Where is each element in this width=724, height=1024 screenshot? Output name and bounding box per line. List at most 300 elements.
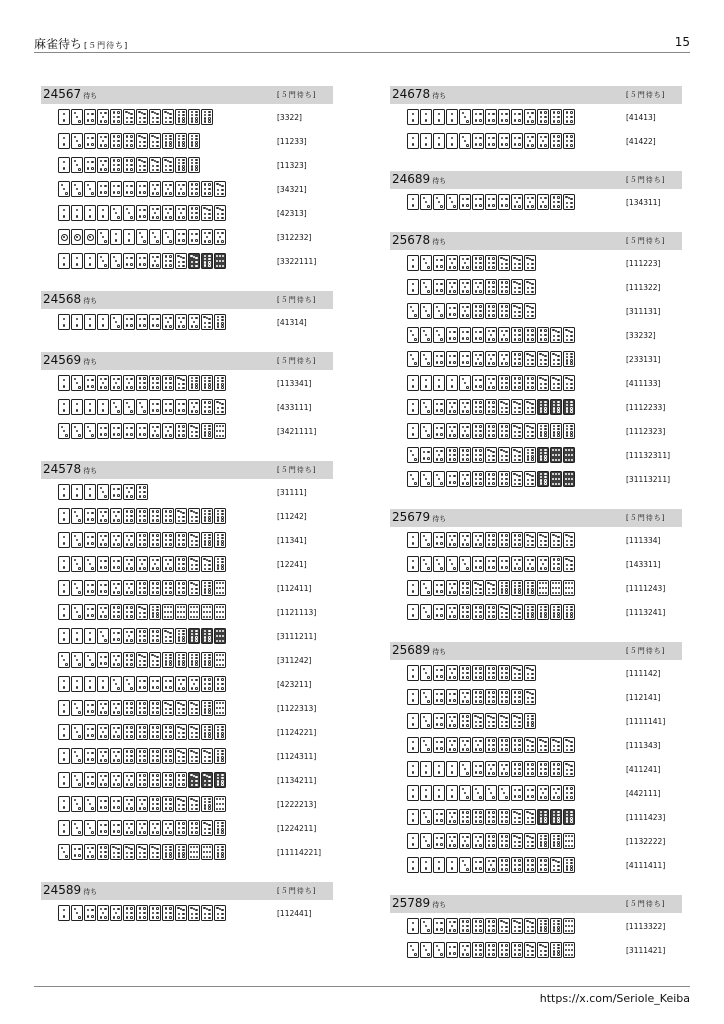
pin-tile-2-icon <box>58 532 70 548</box>
pin-tile-7-icon <box>511 471 523 487</box>
pin-tile-3-icon <box>420 303 432 319</box>
hand-code: [4111411] <box>626 861 666 870</box>
pin-tile-4-icon <box>433 580 445 596</box>
section-tag: [５門待ち] <box>626 647 666 655</box>
pin-tile-7-icon <box>524 532 536 548</box>
pin-tile-2-icon <box>58 484 70 500</box>
pin-tile-5-icon <box>201 229 213 245</box>
pin-tile-7-icon <box>149 652 161 668</box>
pin-tile-4-icon <box>162 399 174 415</box>
wait-label: 待ち <box>83 297 98 305</box>
pin-tile-6-icon <box>511 375 523 391</box>
pin-tile-5-icon <box>110 652 122 668</box>
pin-tile-5-icon <box>110 748 122 764</box>
pin-tile-8-icon <box>214 844 226 860</box>
pin-tile-3-icon <box>420 556 432 572</box>
pin-tile-3-icon <box>136 229 148 245</box>
pin-tile-2-icon <box>97 399 109 415</box>
pin-tile-7-icon <box>485 713 497 729</box>
pin-tile-5-icon <box>97 748 109 764</box>
hand-code: [111322] <box>626 283 661 292</box>
pin-tile-5-icon <box>446 665 458 681</box>
pin-tile-6-icon <box>162 580 174 596</box>
pin-tile-7-icon <box>188 508 200 524</box>
pin-tile-4-icon <box>84 748 96 764</box>
hand-code: [11233] <box>277 137 307 146</box>
pin-tile-8-icon <box>149 604 161 620</box>
pin-tile-5-icon <box>446 255 458 271</box>
pin-tile-6-icon <box>550 194 562 210</box>
pin-tile-2-icon <box>58 604 70 620</box>
pin-tile-5-icon <box>97 133 109 149</box>
pin-tile-2-icon <box>110 229 122 245</box>
hand-row <box>390 578 682 602</box>
pin-tile-5-icon <box>123 484 135 500</box>
pin-tile-6-icon <box>175 580 187 596</box>
pin-tile-8-icon <box>175 157 187 173</box>
hand-row <box>390 711 682 735</box>
pin-tile-4-icon <box>511 133 523 149</box>
pin-tile-6-icon <box>550 133 562 149</box>
pin-tile-6-icon <box>472 665 484 681</box>
hand-code: [3111211] <box>277 632 317 641</box>
section-tag: [５門待ち] <box>626 514 666 522</box>
pin-tile-4-icon <box>433 737 445 753</box>
pin-tile-5-icon <box>188 676 200 692</box>
tile-hand <box>407 580 576 596</box>
pin-tile-8-icon <box>214 508 226 524</box>
pin-tile-4-icon <box>446 351 458 367</box>
pin-tile-6-icon <box>498 942 510 958</box>
tile-hand <box>407 255 537 271</box>
pin-tile-4-icon <box>84 109 96 125</box>
pin-tile-7-icon <box>524 918 536 934</box>
pin-tile-8-icon <box>188 133 200 149</box>
pin-tile-5-icon <box>136 820 148 836</box>
pin-tile-7-icon <box>511 399 523 415</box>
pin-tile-5-icon <box>472 833 484 849</box>
wait-numbers: 24568 <box>43 292 82 306</box>
tile-hand <box>407 918 576 934</box>
pin-tile-8-icon <box>524 580 536 596</box>
pin-tile-8-icon <box>550 423 562 439</box>
pin-tile-7-icon <box>550 857 562 873</box>
pin-tile-4-icon <box>84 905 96 921</box>
section-header <box>41 882 333 900</box>
hand-row <box>41 602 333 626</box>
pin-tile-5-icon <box>188 314 200 330</box>
pin-tile-4-icon <box>446 471 458 487</box>
pin-tile-7-icon <box>188 905 200 921</box>
pin-tile-7-icon <box>175 700 187 716</box>
pin-tile-6-icon <box>485 471 497 487</box>
tile-hand <box>407 604 576 620</box>
pin-tile-5-icon <box>511 194 523 210</box>
pin-tile-2-icon <box>407 713 419 729</box>
pin-tile-3-icon <box>420 351 432 367</box>
wait-label: 待ち <box>432 901 447 909</box>
pin-tile-6-icon <box>485 255 497 271</box>
title-text: 麻雀待ち <box>34 37 83 51</box>
pin-tile-7-icon <box>201 772 213 788</box>
pin-tile-6-icon <box>563 133 575 149</box>
pin-tile-4-icon <box>498 133 510 149</box>
pin-tile-4-icon <box>446 303 458 319</box>
pin-tile-7-icon <box>511 279 523 295</box>
pin-tile-5-icon <box>459 689 471 705</box>
pin-tile-5-icon <box>110 700 122 716</box>
hand-code: [411241] <box>626 765 661 774</box>
tile-hand <box>58 772 227 788</box>
pin-tile-8-icon <box>162 844 174 860</box>
section-tag: [５門待ち] <box>277 296 317 304</box>
pin-tile-3-icon <box>84 652 96 668</box>
pin-tile-8-icon <box>162 652 174 668</box>
pin-tile-3-icon <box>420 255 432 271</box>
pin-tile-7-icon <box>524 471 536 487</box>
pin-tile-4-icon <box>433 665 445 681</box>
pin-tile-2-icon <box>84 253 96 269</box>
hand-row <box>41 203 333 227</box>
pin-tile-2-icon <box>71 484 83 500</box>
pin-tile-5-icon <box>446 399 458 415</box>
pin-tile-4-icon <box>472 327 484 343</box>
pin-tile-3-icon <box>71 508 83 524</box>
wait-section <box>390 642 682 879</box>
pin-tile-6-icon <box>472 447 484 463</box>
pin-tile-2-icon <box>407 580 419 596</box>
hand-row <box>41 251 333 275</box>
hand-code: [1112233] <box>626 403 666 412</box>
pin-tile-6-icon <box>136 508 148 524</box>
pin-tile-4-icon <box>110 423 122 439</box>
hand-row <box>41 373 333 397</box>
page-header <box>34 34 690 53</box>
section-header <box>41 291 333 309</box>
pin-tile-2-icon <box>407 399 419 415</box>
pin-tile-3-icon <box>420 279 432 295</box>
wait-section <box>390 232 682 493</box>
pin-tile-7-icon <box>214 905 226 921</box>
pin-tile-3-icon <box>71 820 83 836</box>
pin-tile-2-icon <box>58 820 70 836</box>
tile-hand <box>58 820 227 836</box>
pin-tile-7-icon <box>524 809 536 825</box>
pin-tile-2-icon <box>84 314 96 330</box>
wait-section <box>41 291 333 336</box>
hand-code: [1113241] <box>626 608 666 617</box>
pin-tile-5-icon <box>524 133 536 149</box>
pin-tile-2-icon <box>58 205 70 221</box>
pin-tile-4-icon <box>433 255 445 271</box>
pin-tile-4-icon <box>84 157 96 173</box>
wait-numbers: 24569 <box>43 353 82 367</box>
hand-code: [11341] <box>277 536 307 545</box>
pin-tile-7-icon <box>214 205 226 221</box>
pin-tile-7-icon <box>498 399 510 415</box>
pin-tile-5-icon <box>123 796 135 812</box>
pin-tile-5-icon <box>446 833 458 849</box>
pin-tile-2-icon <box>433 375 445 391</box>
tile-hand <box>58 375 227 391</box>
pin-tile-6-icon <box>123 724 135 740</box>
wait-label: 待ち <box>432 92 447 100</box>
hand-row <box>41 770 333 794</box>
pin-tile-2-icon <box>58 700 70 716</box>
hand-row <box>390 530 682 554</box>
tile-hand <box>407 785 576 801</box>
pin-tile-6-icon <box>498 665 510 681</box>
pin-tile-8-icon <box>201 375 213 391</box>
pin-tile-5-icon <box>110 532 122 548</box>
hand-code: [1224211] <box>277 824 317 833</box>
pin-tile-7-icon <box>537 737 549 753</box>
pin-tile-4-icon <box>459 194 471 210</box>
pin-tile-6-icon <box>472 471 484 487</box>
pin-tile-5-icon <box>162 820 174 836</box>
pin-tile-1-icon <box>84 229 96 245</box>
tile-hand <box>407 133 576 149</box>
pin-tile-2-icon <box>58 314 70 330</box>
hand-code: [31111] <box>277 488 307 497</box>
tile-hand <box>58 580 227 596</box>
pin-tile-7-icon <box>149 157 161 173</box>
pin-tile-6-icon <box>459 809 471 825</box>
pin-tile-6-icon <box>136 532 148 548</box>
tile-hand <box>407 833 576 849</box>
hand-row <box>390 445 682 469</box>
pin-tile-5-icon <box>446 604 458 620</box>
pin-tile-3-icon <box>498 785 510 801</box>
pin-tile-4-icon <box>188 229 200 245</box>
pin-tile-8-icon <box>537 423 549 439</box>
pin-tile-6-icon <box>149 905 161 921</box>
hand-code: [34321] <box>277 185 307 194</box>
pin-tile-6-icon <box>511 327 523 343</box>
pin-tile-6-icon <box>136 580 148 596</box>
pin-tile-6-icon <box>149 508 161 524</box>
pin-tile-4-icon <box>97 556 109 572</box>
footer-link[interactable]: https://x.com/Seriole_Keiba <box>539 992 690 1005</box>
pin-tile-7-icon <box>149 133 161 149</box>
pin-tile-2-icon <box>58 556 70 572</box>
tile-hand <box>58 556 227 572</box>
section-title <box>43 462 97 476</box>
pin-tile-7-icon <box>537 942 549 958</box>
pin-tile-4-icon <box>472 761 484 777</box>
pin-tile-8-icon <box>214 532 226 548</box>
pin-tile-5-icon <box>459 532 471 548</box>
pin-tile-3-icon <box>71 724 83 740</box>
pin-tile-4-icon <box>136 423 148 439</box>
pin-tile-4-icon <box>110 820 122 836</box>
section-header <box>390 171 682 189</box>
pin-tile-7-icon <box>563 737 575 753</box>
pin-tile-3-icon <box>71 700 83 716</box>
wait-label: 待ち <box>432 648 447 656</box>
pin-tile-2-icon <box>58 253 70 269</box>
pin-tile-5-icon <box>97 375 109 391</box>
wait-numbers: 25678 <box>392 233 431 247</box>
pin-tile-7-icon <box>188 532 200 548</box>
section-header <box>390 86 682 104</box>
pin-tile-2-icon <box>407 556 419 572</box>
pin-tile-5-icon <box>149 556 161 572</box>
hand-row <box>390 855 682 879</box>
pin-tile-5-icon <box>524 109 536 125</box>
tile-hand <box>58 905 227 921</box>
pin-tile-8-icon <box>201 508 213 524</box>
pin-tile-9-icon <box>563 833 575 849</box>
pin-tile-4-icon <box>136 205 148 221</box>
pin-tile-2-icon <box>58 628 70 644</box>
pin-tile-6-icon <box>550 761 562 777</box>
pin-tile-7-icon <box>524 279 536 295</box>
pin-tile-2-icon <box>71 628 83 644</box>
pin-tile-5-icon <box>446 279 458 295</box>
pin-tile-6-icon <box>162 772 174 788</box>
tile-hand <box>58 676 227 692</box>
pin-tile-4-icon <box>84 375 96 391</box>
pin-tile-8-icon <box>201 700 213 716</box>
pin-tile-5-icon <box>472 351 484 367</box>
pin-tile-6-icon <box>563 785 575 801</box>
tile-hand <box>58 724 227 740</box>
pin-tile-4-icon <box>136 181 148 197</box>
pin-tile-3-icon <box>123 676 135 692</box>
wait-label: 待ち <box>83 467 98 475</box>
title-subtitle: [５門待ち] <box>84 41 129 50</box>
pin-tile-6-icon <box>201 676 213 692</box>
pin-tile-9-icon <box>214 700 226 716</box>
tile-hand <box>407 471 576 487</box>
tile-hand <box>58 508 227 524</box>
pin-tile-8-icon <box>175 109 187 125</box>
pin-tile-6-icon <box>550 109 562 125</box>
pin-tile-6-icon <box>162 748 174 764</box>
pin-tile-7-icon <box>524 665 536 681</box>
pin-tile-4-icon <box>485 133 497 149</box>
pin-tile-2-icon <box>71 314 83 330</box>
pin-tile-7-icon <box>550 351 562 367</box>
hand-row <box>41 650 333 674</box>
pin-tile-3-icon <box>110 253 122 269</box>
pin-tile-6-icon <box>563 109 575 125</box>
pin-tile-7-icon <box>524 303 536 319</box>
pin-tile-7-icon <box>188 580 200 596</box>
pin-tile-7-icon <box>123 109 135 125</box>
hand-row <box>390 131 682 155</box>
pin-tile-7-icon <box>537 375 549 391</box>
pin-tile-8-icon <box>537 918 549 934</box>
tile-hand <box>407 423 576 439</box>
hand-row <box>41 155 333 179</box>
hand-code: [11114221] <box>277 848 322 857</box>
pin-tile-6-icon <box>136 905 148 921</box>
pin-tile-6-icon <box>537 109 549 125</box>
wait-label: 待ち <box>432 177 447 185</box>
pin-tile-8-icon <box>175 628 187 644</box>
pin-tile-3-icon <box>136 399 148 415</box>
pin-tile-7-icon <box>175 253 187 269</box>
section-title <box>43 292 97 306</box>
hand-code: [33232] <box>626 331 656 340</box>
pin-tile-2-icon <box>407 279 419 295</box>
pin-tile-3-icon <box>71 772 83 788</box>
pin-tile-7-icon <box>563 761 575 777</box>
pin-tile-3-icon <box>71 748 83 764</box>
pin-tile-2-icon <box>58 375 70 391</box>
hand-row <box>41 794 333 818</box>
pin-tile-6-icon <box>175 820 187 836</box>
pin-tile-7-icon <box>511 255 523 271</box>
section-header <box>41 352 333 370</box>
hand-code: [1222213] <box>277 800 317 809</box>
hand-row <box>41 506 333 530</box>
pin-tile-6-icon <box>459 665 471 681</box>
tile-hand <box>407 665 537 681</box>
pin-tile-3-icon <box>459 375 471 391</box>
pin-tile-7-icon <box>136 604 148 620</box>
pin-tile-9-icon <box>188 844 200 860</box>
pin-tile-4-icon <box>110 181 122 197</box>
pin-tile-7-icon <box>511 833 523 849</box>
pin-tile-7-icon <box>188 772 200 788</box>
pin-tile-3-icon <box>420 471 432 487</box>
hand-row <box>41 698 333 722</box>
pin-tile-5-icon <box>84 844 96 860</box>
pin-tile-8-icon <box>537 447 549 463</box>
pin-tile-7-icon <box>136 157 148 173</box>
pin-tile-6-icon <box>136 772 148 788</box>
hand-row <box>390 807 682 831</box>
pin-tile-4-icon <box>149 676 161 692</box>
tile-hand <box>407 399 576 415</box>
pin-tile-7-icon <box>537 532 549 548</box>
hand-row <box>41 397 333 421</box>
pin-tile-2-icon <box>433 133 445 149</box>
pin-tile-3-icon <box>420 918 432 934</box>
section-header <box>390 642 682 660</box>
pin-tile-8-icon <box>537 399 549 415</box>
pin-tile-7-icon <box>201 748 213 764</box>
pin-tile-5-icon <box>110 724 122 740</box>
pin-tile-6-icon <box>472 399 484 415</box>
pin-tile-3-icon <box>84 423 96 439</box>
pin-tile-7-icon <box>149 109 161 125</box>
pin-tile-3-icon <box>420 580 432 596</box>
pin-tile-6-icon <box>472 604 484 620</box>
section-title <box>43 883 97 897</box>
hand-row <box>41 674 333 698</box>
pin-tile-8-icon <box>201 796 213 812</box>
pin-tile-2-icon <box>420 857 432 873</box>
pin-tile-6-icon <box>524 327 536 343</box>
pin-tile-5-icon <box>459 303 471 319</box>
pin-tile-3-icon <box>459 556 471 572</box>
pin-tile-4-icon <box>459 327 471 343</box>
pin-tile-2-icon <box>446 133 458 149</box>
pin-tile-3-icon <box>84 556 96 572</box>
pin-tile-2-icon <box>71 253 83 269</box>
hand-code: [1113322] <box>626 922 666 931</box>
pin-tile-3-icon <box>459 109 471 125</box>
pin-tile-7-icon <box>537 351 549 367</box>
hand-row <box>41 842 333 866</box>
pin-tile-3-icon <box>420 942 432 958</box>
pin-tile-4-icon <box>149 399 161 415</box>
pin-tile-3-icon <box>71 133 83 149</box>
